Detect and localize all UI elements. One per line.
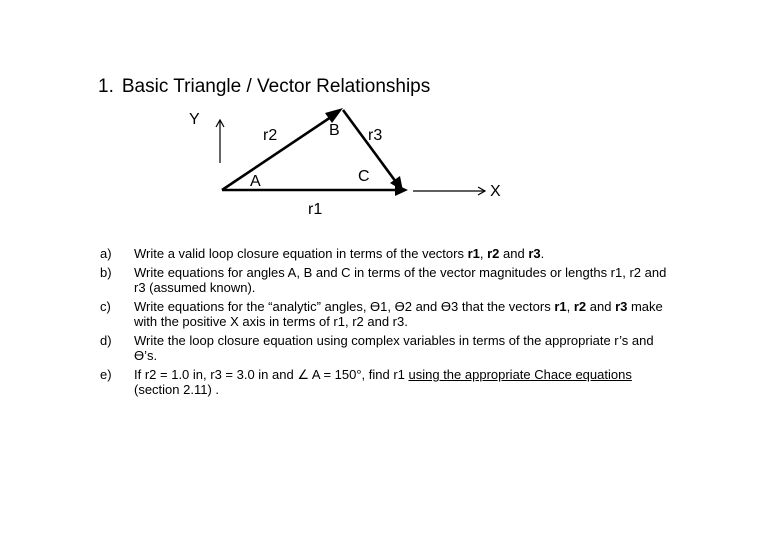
vector-r1-label: r1 (308, 201, 323, 218)
x-axis-label: X (490, 183, 501, 200)
angle-a-label: A (250, 173, 261, 190)
question-label: d) (100, 333, 112, 348)
question-d: d) Write the loop closure equation using complex variables in terms of the appropriate r’s and ϴ’s. (100, 333, 654, 363)
vector-r2 (222, 108, 343, 190)
question-b: b) Write equations for angles A, B and C in terms of the vector magnitudes or lengths r1, r2 and r3 (assumed known). (100, 265, 667, 295)
question-e: e) If r2 = 1.0 in, r3 = 3.0 in and ∠ A = 150°, find r1 using the appropriate Chace equations (section 2.11) . (100, 367, 632, 397)
vector-r3 (343, 110, 403, 191)
x-axis-arrow (413, 187, 485, 195)
question-label: a) (100, 246, 112, 261)
question-a: a) Write a valid loop closure equation in terms of the vectors r1, r2 and r3. (100, 246, 545, 261)
question-c: c) Write equations for the “analytic” angles, ϴ1, ϴ2 and ϴ3 that the vectors r1, r2 and r3 make with the positive X axis in terms of r1, r2 and r3. (100, 299, 663, 329)
triangle-vector-diagram (0, 0, 765, 240)
question-list (100, 246, 680, 401)
y-axis-arrow (216, 120, 224, 163)
vector-r2-label: r2 (263, 127, 278, 144)
y-axis-label: Y (189, 111, 200, 128)
chace-equations-reference: using the appropriate Chace equations (408, 367, 632, 382)
section-number: 1. (98, 76, 114, 97)
question-label: c) (100, 299, 111, 314)
angle-c-label: C (358, 168, 370, 185)
question-label: e) (100, 367, 112, 382)
section-title: Basic Triangle / Vector Relationships (121, 76, 431, 97)
question-label: b) (100, 265, 112, 280)
angle-b-label: B (329, 122, 340, 139)
vector-r3-label: r3 (368, 127, 383, 144)
